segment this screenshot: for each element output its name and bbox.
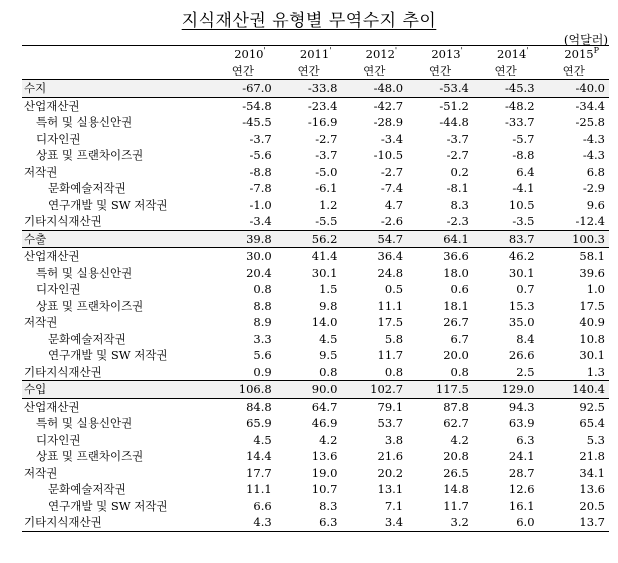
cell-value-2015: 17.5 [579, 298, 605, 313]
cell-value-2012: 79.1 [377, 399, 404, 414]
table-row [22, 465, 609, 482]
cell-value-2015: 6.8 [586, 164, 605, 179]
cell-value-2014: 35.0 [508, 315, 535, 329]
table-row [22, 265, 609, 282]
cell-value-2010: -1.0 [249, 197, 272, 212]
cell-value-2013: -53.4 [407, 80, 473, 98]
row-label: 수입 [22, 381, 210, 399]
cell-value-2013: 87.8 [443, 399, 469, 414]
cell-value-2014: 2.5 [516, 364, 535, 379]
cell-value-2013: -44.8 [439, 115, 469, 129]
cell-value-2011: 1.5 [319, 282, 338, 296]
cell-value-2013: 20.8 [443, 449, 469, 463]
cell-value-2014: 10.5 [508, 197, 535, 212]
cell-value-2011: 0.8 [319, 364, 338, 379]
cell-value-2013: 4.2 [450, 432, 469, 447]
cell-value-2012: 17.5 [377, 315, 404, 329]
cell-value-2014: -45.3 [473, 80, 539, 98]
cell-value-2015: -4.3 [582, 148, 605, 162]
year-header-2014 [473, 46, 539, 63]
cell-value-2011: 30.1 [311, 265, 338, 280]
cell-value-2010: 65.9 [246, 416, 272, 430]
cell-value-2012: -48.0 [341, 80, 407, 98]
cell-value-2011: -5.5 [315, 214, 338, 228]
unit-label: (억달러) [563, 33, 608, 47]
cell-value-2010: -3.7 [249, 131, 272, 146]
table-row [22, 197, 609, 214]
cell-value-2011: 1.2 [319, 197, 338, 212]
cell-value-2011: -33.8 [276, 80, 342, 98]
cell-value-2012: -2.7 [380, 164, 404, 179]
year-header-2012 [341, 46, 407, 63]
cell-value-2011: 46.9 [311, 416, 338, 430]
row-label: 수출 [22, 230, 210, 248]
cell-value-2014: 63.9 [508, 416, 535, 430]
cell-value-2011: 6.3 [276, 514, 342, 531]
row-label: 산업재산권 [24, 249, 80, 263]
year-mark: ' [526, 46, 529, 56]
cell-value-2015: 140.4 [539, 381, 609, 399]
cell-value-2014: -4.1 [512, 181, 535, 195]
cell-value-2012: -28.9 [373, 115, 404, 129]
cell-value-2015: -40.0 [539, 80, 609, 98]
header-corner [22, 46, 210, 63]
cell-value-2013: 11.7 [443, 498, 469, 513]
cell-value-2010: 4.5 [253, 432, 272, 447]
row-label: 문화예술저작권 [48, 181, 126, 195]
row-label: 기타지식재산권 [22, 514, 210, 531]
table-row [22, 97, 609, 114]
cell-value-2013: 18.1 [443, 298, 469, 313]
cell-value-2010: 30.0 [246, 249, 272, 263]
cell-value-2011: 8.3 [319, 498, 338, 513]
row-label: 상표 및 프랜차이즈권 [36, 148, 144, 162]
cell-value-2011: -6.1 [315, 181, 338, 195]
cell-value-2013: -51.2 [439, 98, 469, 113]
cell-value-2012: 24.8 [377, 265, 404, 280]
cell-value-2010: 84.8 [246, 399, 272, 414]
cell-value-2010: 3.3 [253, 331, 272, 346]
table-title-text: 지식재산권 유형별 무역수지 추이 [181, 11, 437, 31]
cell-value-2010: 4.3 [210, 514, 276, 531]
row-label: 문화예술저작권 [48, 482, 126, 496]
cell-value-2010: -67.0 [210, 80, 276, 98]
cell-value-2015: -34.4 [575, 98, 605, 113]
row-label: 저작권 [24, 315, 58, 329]
cell-value-2012: 7.1 [384, 498, 404, 513]
cell-value-2015: 100.3 [539, 230, 609, 248]
year-label: 2011 [299, 47, 330, 61]
cell-value-2013: 36.6 [443, 249, 469, 263]
table-row [22, 398, 609, 415]
row-label: 연구개발 및 SW 저작권 [48, 197, 168, 212]
cell-value-2014: 46.2 [508, 249, 535, 263]
row-label: 저작권 [24, 164, 58, 179]
cell-value-2010: 8.9 [253, 315, 272, 329]
cell-value-2010: -45.5 [242, 115, 272, 129]
cell-value-2013: 6.7 [450, 331, 469, 346]
year-mark: ' [394, 46, 398, 56]
cell-value-2011: 9.5 [319, 348, 338, 362]
cell-value-2011: 56.2 [276, 230, 342, 248]
table-row [22, 331, 609, 348]
cell-value-2014: 24.1 [508, 449, 535, 463]
cell-value-2014: 16.1 [508, 498, 535, 513]
cell-value-2013: 62.7 [443, 416, 469, 430]
cell-value-2014: 6.3 [516, 432, 535, 447]
table-row [22, 415, 609, 432]
cell-value-2010: 20.4 [246, 265, 272, 280]
cell-value-2013: 8.3 [450, 197, 469, 212]
row-label: 기타지식재산권 [24, 364, 102, 379]
cell-value-2011: -16.9 [307, 115, 338, 129]
cell-value-2015: 58.1 [579, 249, 605, 263]
cell-value-2012: 21.6 [377, 449, 404, 463]
table-row [22, 281, 609, 298]
row-label: 상표 및 프랜차이즈권 [36, 298, 144, 313]
row-label: 연구개발 및 SW 저작권 [48, 498, 168, 513]
cell-value-2014: 6.4 [516, 164, 535, 179]
cell-value-2015: 34.1 [579, 465, 605, 480]
row-label: 디자인권 [36, 432, 81, 447]
cell-value-2013: -3.7 [446, 131, 469, 146]
cell-value-2012: 11.7 [377, 348, 404, 362]
cell-value-2012: -10.5 [373, 148, 404, 162]
cell-value-2014: -33.7 [505, 115, 535, 129]
cell-value-2013: 0.6 [450, 282, 469, 296]
cell-value-2011: 90.0 [276, 381, 342, 399]
trade-balance-table [22, 45, 609, 532]
cell-value-2015: 13.7 [539, 514, 609, 531]
cell-value-2014: 94.3 [508, 399, 535, 414]
cell-value-2011: -3.7 [315, 148, 338, 162]
cell-value-2013: 0.8 [450, 364, 469, 379]
cell-value-2012: 11.1 [377, 298, 404, 313]
cell-value-2010: 5.6 [253, 348, 272, 362]
cell-value-2013: 26.5 [443, 465, 469, 480]
cell-value-2014: 0.7 [516, 282, 535, 296]
table-row [22, 314, 609, 331]
cell-value-2012: 102.7 [341, 381, 407, 399]
row-label: 수지 [22, 80, 210, 98]
year-header-2015 [539, 46, 609, 63]
header-corner-2 [22, 63, 210, 80]
row-label: 특허 및 실용신안권 [36, 115, 133, 129]
table-row [22, 347, 609, 364]
cell-value-2015: -12.4 [575, 214, 605, 228]
cell-value-2013: 64.1 [407, 230, 473, 248]
cell-value-2011: 14.0 [311, 315, 338, 329]
year-label: 2014 [497, 47, 527, 61]
year-header-row [22, 46, 609, 63]
table-row [22, 164, 609, 181]
cell-value-2015: 40.9 [579, 315, 605, 329]
row-label: 특허 및 실용신안권 [36, 416, 133, 430]
cell-value-2013: 26.7 [443, 315, 469, 329]
cell-value-2015: 1.0 [586, 282, 605, 296]
cell-value-2010: 6.6 [253, 498, 272, 513]
cell-value-2014: 26.6 [508, 348, 535, 362]
table-row [22, 432, 609, 449]
cell-value-2013: 0.2 [450, 164, 469, 179]
cell-value-2010: 0.9 [253, 364, 272, 379]
cell-value-2014: 8.4 [516, 331, 535, 346]
cell-value-2013: 14.8 [443, 482, 469, 496]
row-label: 디자인권 [36, 282, 81, 296]
year-label: 2012 [365, 47, 395, 61]
cell-value-2015: -25.8 [575, 115, 605, 129]
year-header-2010 [210, 46, 276, 63]
cell-value-2010: 0.8 [253, 282, 272, 296]
year-header-2013 [407, 46, 473, 63]
cell-value-2013: -8.1 [446, 181, 469, 195]
row-label: 상표 및 프랜차이즈권 [36, 449, 144, 463]
cell-value-2012: 3.8 [384, 432, 404, 447]
period-header: 연간 [473, 63, 539, 80]
year-mark: P [593, 46, 599, 56]
cell-value-2010: 39.8 [210, 230, 276, 248]
cell-value-2012: 20.2 [377, 465, 404, 480]
cell-value-2013: 117.5 [407, 381, 473, 399]
year-label: 2015 [564, 47, 594, 61]
table-row [22, 514, 609, 531]
row-label: 특허 및 실용신안권 [36, 265, 133, 280]
cell-value-2012: 13.1 [377, 482, 404, 496]
year-mark: ' [460, 46, 463, 56]
cell-value-2014: -5.7 [512, 131, 535, 146]
cell-value-2014: 12.6 [508, 482, 535, 496]
row-label: 연구개발 및 SW 저작권 [48, 348, 168, 362]
cell-value-2015: 92.5 [579, 399, 605, 414]
table-row [22, 498, 609, 515]
cell-value-2011: -5.0 [315, 164, 338, 179]
cell-value-2011: 64.7 [311, 399, 338, 414]
cell-value-2010: -7.8 [249, 181, 272, 195]
table-row [22, 448, 609, 465]
cell-value-2014: 6.0 [473, 514, 539, 531]
cell-value-2011: 9.8 [319, 298, 338, 313]
cell-value-2010: 106.8 [210, 381, 276, 399]
table-row [22, 381, 609, 399]
cell-value-2013: 18.0 [443, 265, 469, 280]
cell-value-2012: -3.4 [380, 131, 404, 146]
cell-value-2012: 4.7 [384, 197, 404, 212]
cell-value-2011: 10.7 [311, 482, 338, 496]
cell-value-2011: -23.4 [307, 98, 338, 113]
cell-value-2012: 0.8 [384, 364, 404, 379]
row-label: 디자인권 [36, 131, 81, 146]
cell-value-2015: 30.1 [579, 348, 605, 362]
table-row [22, 131, 609, 148]
table-title [0, 6, 618, 31]
row-label: 기타지식재산권 [24, 214, 102, 228]
year-header-2011 [276, 46, 342, 63]
cell-value-2010: 11.1 [246, 482, 272, 496]
period-header: 연간 [276, 63, 342, 80]
cell-value-2015: 10.8 [579, 331, 605, 346]
cell-value-2013: 20.0 [443, 348, 469, 362]
cell-value-2014: -3.5 [512, 214, 535, 228]
row-label: 산업재산권 [24, 98, 80, 113]
row-label: 산업재산권 [24, 399, 80, 414]
table-row [22, 147, 609, 164]
cell-value-2015: 13.6 [579, 482, 605, 496]
table-row [22, 248, 609, 265]
cell-value-2012: -2.6 [380, 214, 404, 228]
period-header: 연간 [407, 63, 473, 80]
table-row [22, 230, 609, 248]
table-row [22, 481, 609, 498]
cell-value-2011: 13.6 [311, 449, 338, 463]
row-label: 문화예술저작권 [48, 331, 126, 346]
cell-value-2015: 5.3 [586, 432, 605, 447]
period-header-row [22, 63, 609, 80]
table-row [22, 213, 609, 230]
cell-value-2010: -54.8 [242, 98, 272, 113]
cell-value-2015: 21.8 [579, 449, 605, 463]
year-label: 2010 [234, 47, 264, 61]
cell-value-2015: -4.3 [582, 131, 605, 146]
table-row [22, 114, 609, 131]
row-label: 저작권 [24, 465, 58, 480]
cell-value-2011: -2.7 [315, 131, 338, 146]
cell-value-2013: 3.2 [407, 514, 473, 531]
cell-value-2010: 14.4 [246, 449, 272, 463]
period-header: 연간 [539, 63, 609, 80]
cell-value-2012: 0.5 [384, 282, 404, 296]
cell-value-2015: 1.3 [586, 364, 605, 379]
cell-value-2014: 129.0 [473, 381, 539, 399]
cell-value-2012: 53.7 [377, 416, 404, 430]
cell-value-2012: -7.4 [380, 181, 404, 195]
cell-value-2014: 30.1 [508, 265, 535, 280]
table-row [22, 180, 609, 197]
cell-value-2011: 19.0 [311, 465, 338, 480]
table-header [22, 46, 609, 80]
cell-value-2012: 54.7 [341, 230, 407, 248]
year-label: 2013 [431, 47, 461, 61]
cell-value-2012: -42.7 [373, 98, 404, 113]
cell-value-2014: 15.3 [508, 298, 535, 313]
cell-value-2010: -8.8 [249, 164, 272, 179]
cell-value-2015: 9.6 [586, 197, 605, 212]
cell-value-2015: -2.9 [582, 181, 605, 195]
period-header: 연간 [341, 63, 407, 80]
cell-value-2015: 20.5 [579, 498, 605, 513]
table-row [22, 80, 609, 98]
year-mark: ' [263, 46, 266, 56]
cell-value-2010: -3.4 [249, 214, 272, 228]
cell-value-2011: 4.2 [319, 432, 338, 447]
cell-value-2014: 28.7 [508, 465, 535, 480]
cell-value-2012: 36.4 [377, 249, 404, 263]
cell-value-2010: 8.8 [253, 298, 272, 313]
table-row [22, 364, 609, 381]
table-row [22, 298, 609, 315]
cell-value-2012: 3.4 [341, 514, 407, 531]
cell-value-2013: -2.7 [446, 148, 469, 162]
cell-value-2010: 17.7 [246, 465, 272, 480]
cell-value-2011: 4.5 [319, 331, 338, 346]
cell-value-2014: -8.8 [512, 148, 535, 162]
cell-value-2015: 65.4 [579, 416, 605, 430]
cell-value-2015: 39.6 [579, 265, 605, 280]
cell-value-2014: -48.2 [505, 98, 535, 113]
period-header: 연간 [210, 63, 276, 80]
cell-value-2014: 83.7 [473, 230, 539, 248]
year-mark: ' [329, 46, 332, 56]
cell-value-2010: -5.6 [249, 148, 272, 162]
cell-value-2011: 41.4 [311, 249, 338, 263]
table-body [22, 80, 609, 532]
cell-value-2012: 5.8 [384, 331, 404, 346]
cell-value-2013: -2.3 [446, 214, 469, 228]
